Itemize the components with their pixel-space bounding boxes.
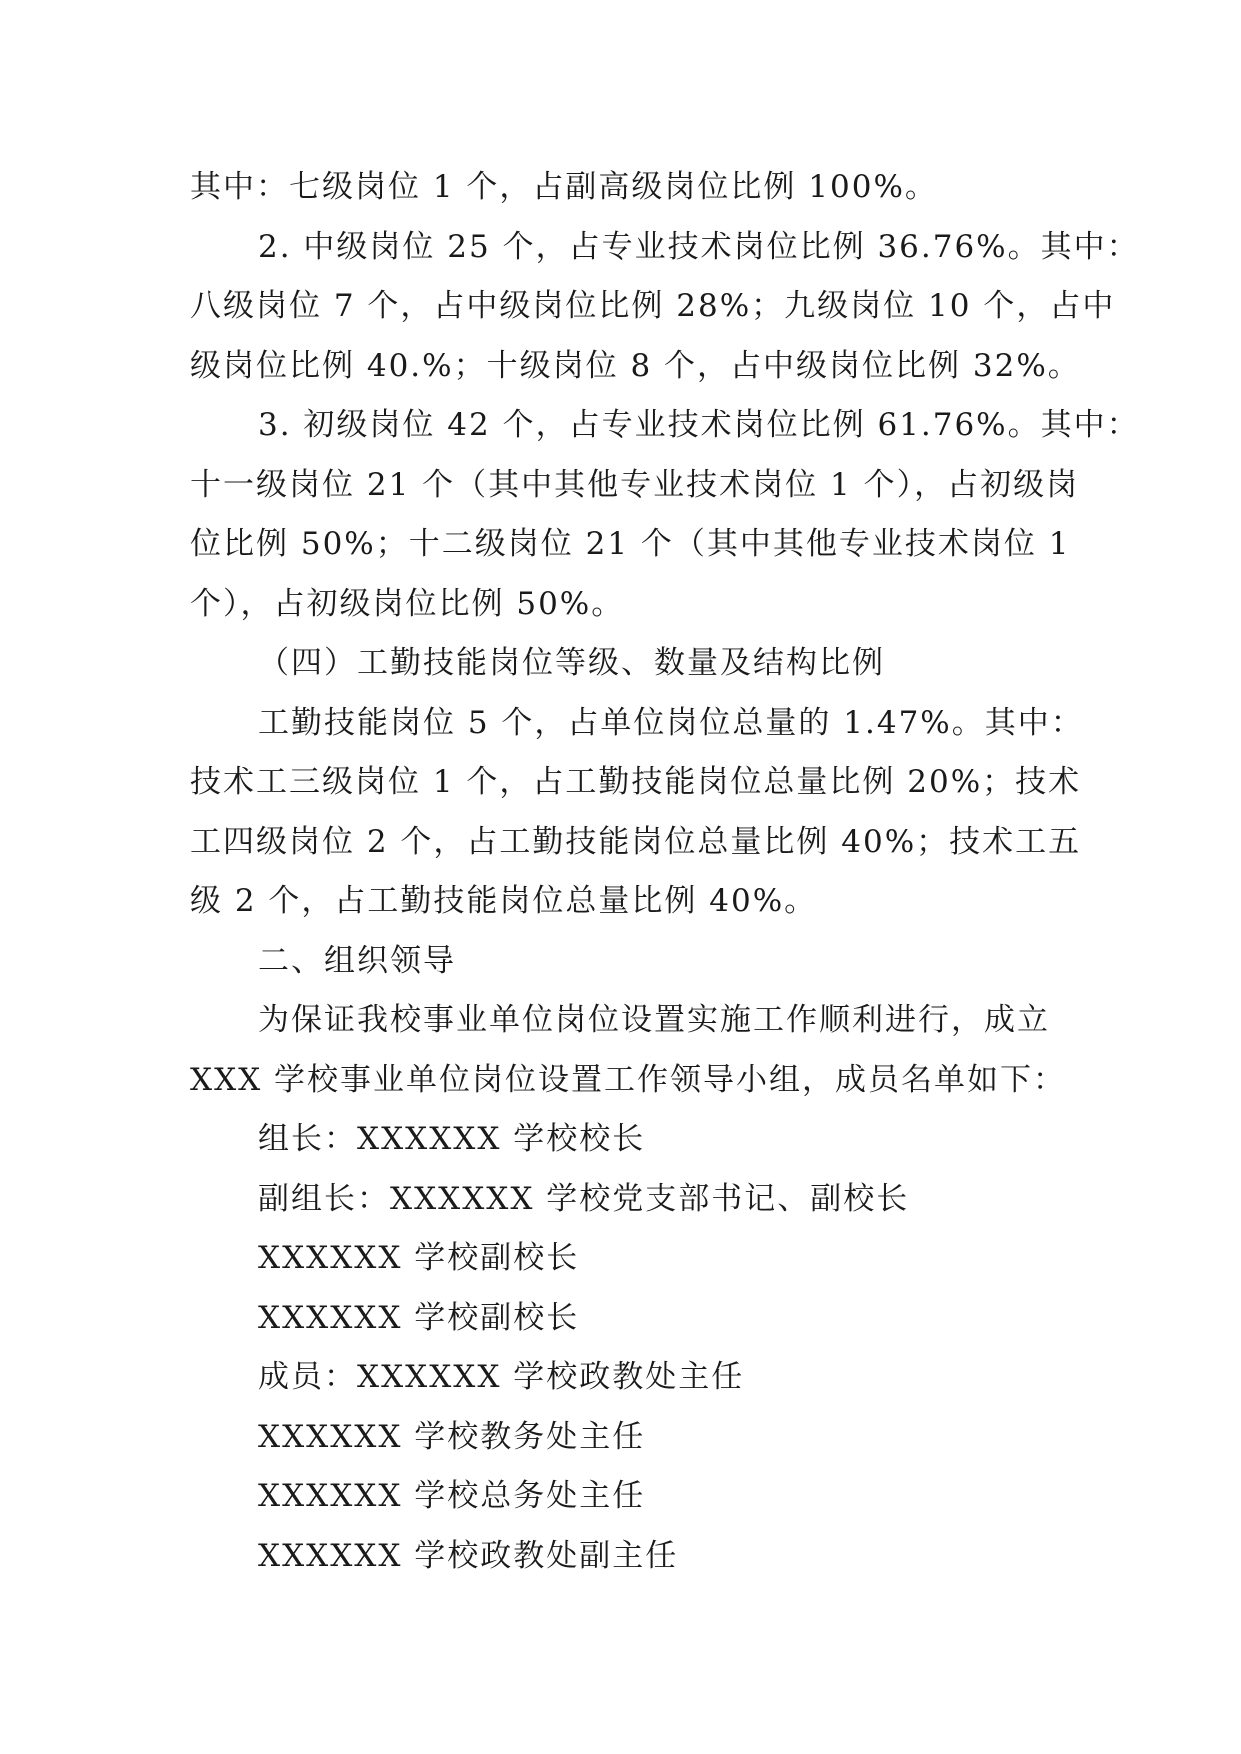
document-body [190,158,1140,1586]
text-line: 技术工三级岗位 1 个，占工勤技能岗位总量比例 20%；技术 [190,764,1082,800]
section-heading: （四）工勤技能岗位等级、数量及结构比例 [258,645,885,681]
member-line: XXXXXX 学校政教处副主任 [258,1537,679,1574]
text-line: 级岗位比例 40.%；十级岗位 8 个，占中级岗位比例 32%。 [190,347,1081,384]
member-line: 副组长：XXXXXX 学校党支部书记、副校长 [258,1180,910,1217]
text-line: 级 2 个，占工勤技能岗位总量比例 40%。 [190,883,818,919]
text-line: 工四级岗位 2 个，占工勤技能岗位总量比例 40%；技术工五 [190,823,1082,860]
section-heading: 二、组织领导 [258,942,456,979]
text-line: 其中：七级岗位 1 个，占副高级岗位比例 100%。 [190,169,938,205]
text-line: 2. 中级岗位 25 个，占专业技术岗位比例 36.76%。其中： [258,228,1140,265]
member-line: XXXXXX 学校副校长 [258,1240,580,1276]
text-line: 3. 初级岗位 42 个，占专业技术岗位比例 61.76%。其中： [258,407,1140,443]
text-line: 个），占初级岗位比例 50%。 [190,585,625,622]
text-line: 为保证我校事业单位岗位设置实施工作顺利进行，成立 [258,1002,1050,1038]
member-line: XXXXXX 学校总务处主任 [258,1478,646,1514]
member-line: 组长：XXXXXX 学校校长 [258,1121,646,1157]
member-line: XXXXXX 学校副校长 [258,1299,580,1336]
text-line: 工勤技能岗位 5 个，占单位岗位总量的 1.47%。其中： [258,704,1084,741]
text-line: 位比例 50%；十二级岗位 21 个（其中其他专业技术岗位 1 [190,526,1071,562]
text-line: XXX 学校事业单位岗位设置工作领导小组，成员名单如下： [190,1061,1067,1098]
text-line: 十一级岗位 21 个（其中其他专业技术岗位 1 个），占初级岗 [190,466,1080,503]
member-line: XXXXXX 学校教务处主任 [258,1418,646,1455]
text-line: 八级岗位 7 个，占中级岗位比例 28%；九级岗位 10 个，占中 [190,288,1116,324]
member-line: 成员：XXXXXX 学校政教处主任 [258,1359,745,1395]
